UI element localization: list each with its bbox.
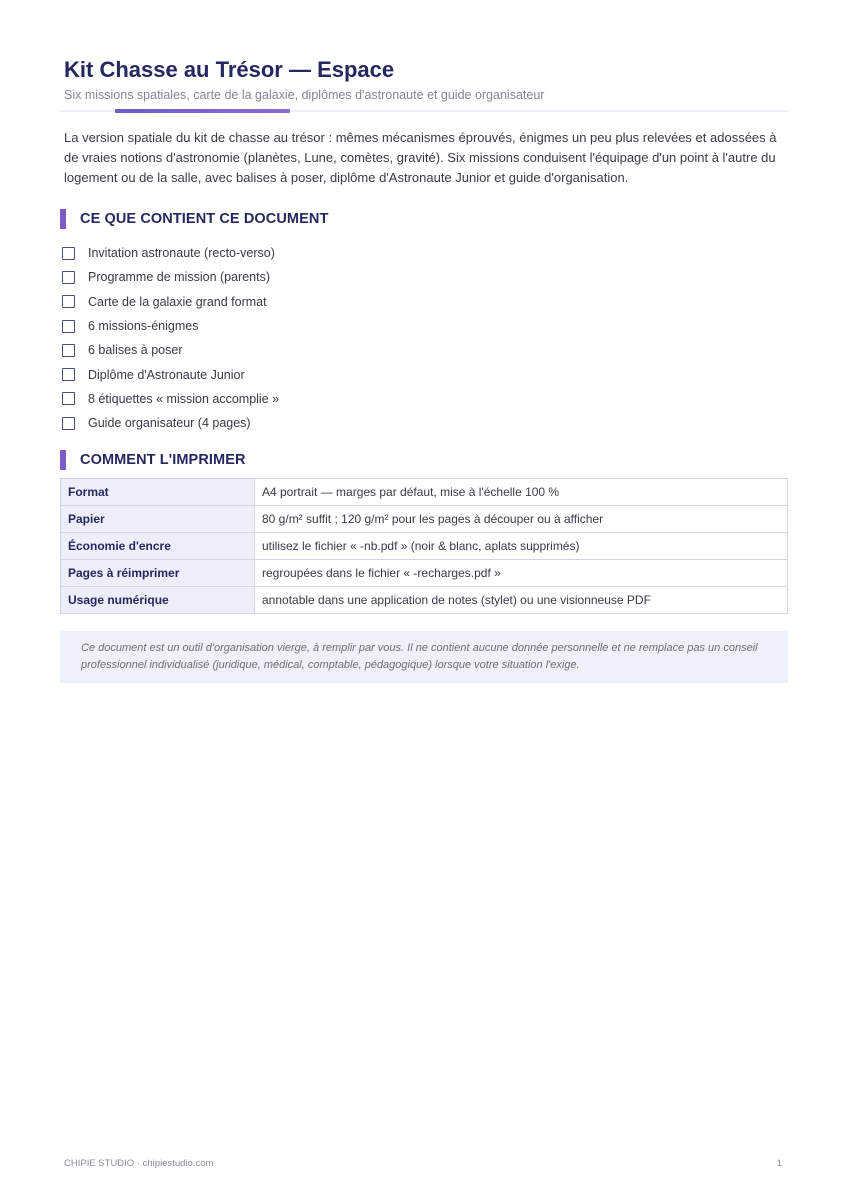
checklist-item bbox=[62, 314, 279, 338]
checklist-item bbox=[62, 362, 279, 386]
disclaimer-box: Ce document est un outil d'organisation vierge, à remplir par vous. Il ne contient aucune donnée personnelle et ne remplace pas un conseil professionnel individualisé (juridique, médical, comptable, pédagogique) lorsque votre situation l'exige. bbox=[60, 631, 788, 683]
contents-section-heading bbox=[60, 209, 328, 229]
table-row-value: utilisez le fichier « -nb.pdf » (noir & blanc, aplats supprimés) bbox=[255, 533, 788, 560]
checkbox[interactable] bbox=[62, 271, 75, 284]
checkbox[interactable] bbox=[62, 295, 75, 308]
document-page bbox=[60, 0, 788, 1200]
checklist-item bbox=[62, 241, 279, 265]
checklist-item-label: Carte de la galaxie grand format bbox=[88, 294, 267, 309]
checkbox[interactable] bbox=[62, 392, 75, 405]
table-row bbox=[61, 506, 788, 533]
section-accent-bar bbox=[60, 450, 66, 470]
page-title: Kit Chasse au Trésor — Espace bbox=[64, 57, 395, 82]
print-section-title: COMMENT L'IMPRIMER bbox=[80, 452, 246, 468]
checklist-item-label: 6 balises à poser bbox=[88, 343, 183, 358]
table-row-value: regroupées dans le fichier « -recharges.pdf » bbox=[255, 560, 788, 587]
checklist-item bbox=[62, 387, 279, 411]
checkbox[interactable] bbox=[62, 247, 75, 260]
table-row-value: A4 portrait — marges par défaut, mise à l'échelle 100 % bbox=[255, 479, 788, 506]
checkbox[interactable] bbox=[62, 320, 75, 333]
table-row bbox=[61, 479, 788, 506]
checklist-item bbox=[62, 265, 279, 289]
footer-brand: CHIPIE STUDIO · chipiestudio.com bbox=[64, 1158, 214, 1169]
page-number: 1 bbox=[776, 1158, 782, 1169]
checklist-item-label: Diplôme d'Astronaute Junior bbox=[88, 367, 245, 382]
print-section-heading bbox=[60, 450, 246, 470]
section-accent-bar bbox=[60, 209, 66, 229]
table-row-label: Pages à réimprimer bbox=[61, 560, 255, 587]
table-row-label: Format bbox=[61, 479, 255, 506]
checkbox[interactable] bbox=[62, 344, 75, 357]
checklist-item-label: 8 étiquettes « mission accomplie » bbox=[88, 391, 280, 406]
table-row-label: Usage numérique bbox=[61, 587, 255, 614]
table-row bbox=[61, 587, 788, 614]
contents-section-title: CE QUE CONTIENT CE DOCUMENT bbox=[80, 211, 329, 227]
page-subtitle: Six missions spatiales, carte de la galaxie, diplômes d'astronaute et guide organisateur bbox=[64, 88, 545, 102]
contents-checklist bbox=[62, 241, 279, 435]
checklist-item bbox=[62, 338, 279, 362]
checklist-item-label: 6 missions-énigmes bbox=[88, 319, 199, 334]
checklist-item bbox=[62, 290, 279, 314]
checklist-item-label: Programme de mission (parents) bbox=[88, 270, 271, 285]
table-row bbox=[61, 560, 788, 587]
intro-paragraph: La version spatiale du kit de chasse au trésor : mêmes mécanismes éprouvés, énigmes un peu plus relevées et adossées à de vraies notions d'astronomie (planètes, Lune, comètes, gravité). Six missions conduisent l'équipage d'un point à l'autre du logement ou de la salle, avec balises à poser, diplôme d'Astronaute Junior et guide d'organisation. bbox=[64, 130, 777, 185]
checkbox[interactable] bbox=[62, 417, 75, 430]
title-divider-accent bbox=[115, 109, 290, 113]
checklist-item-label: Guide organisateur (4 pages) bbox=[88, 416, 251, 431]
table-row-label: Économie d'encre bbox=[61, 533, 255, 560]
checklist-item-label: Invitation astronaute (recto-verso) bbox=[88, 246, 275, 261]
print-settings-table bbox=[60, 478, 788, 614]
table-row-value: 80 g/m² suffit ; 120 g/m² pour les pages à découper ou à afficher bbox=[255, 506, 788, 533]
table-row-value: annotable dans une application de notes (stylet) ou une visionneuse PDF bbox=[262, 593, 651, 607]
checkbox[interactable] bbox=[62, 368, 75, 381]
table-row bbox=[61, 533, 788, 560]
checklist-item bbox=[62, 411, 279, 435]
table-row-label: Papier bbox=[61, 506, 255, 533]
